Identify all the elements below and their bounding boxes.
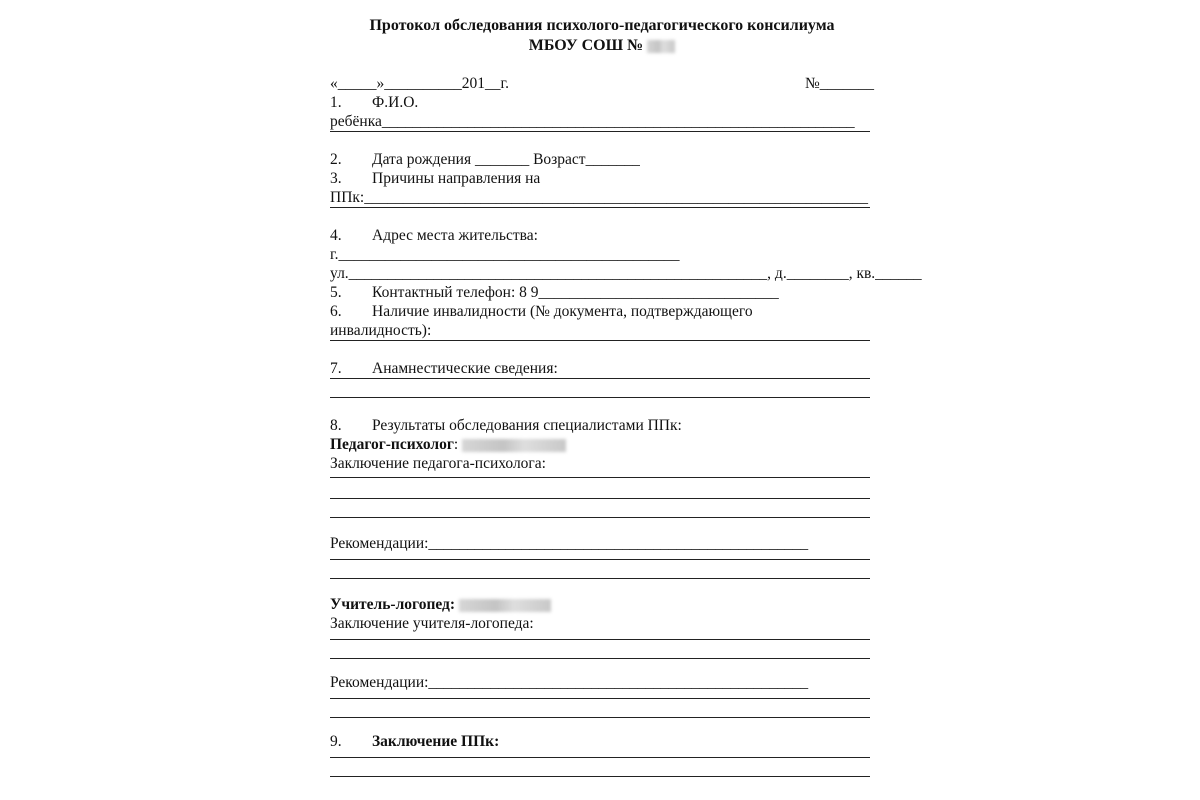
item-7-number: 7.: [330, 360, 342, 377]
item-2: [330, 150, 876, 169]
referral-reasons-field: ППк:_________________________________________________________________: [330, 189, 868, 206]
blank-line: [330, 340, 870, 341]
blank-line: [330, 757, 870, 758]
redacted-speech-therapist-name: [459, 599, 551, 612]
redacted-school-number: [647, 40, 675, 53]
blank-line: [330, 131, 870, 132]
blank-line: [330, 776, 870, 777]
item-3: [330, 169, 876, 188]
form-subtitle: [328, 36, 876, 56]
speech-therapist-label: Учитель-логопед:: [330, 596, 456, 613]
item-7: [330, 359, 876, 378]
protocol-form: [330, 16, 922, 789]
blank-line: [330, 698, 870, 699]
blank-line: [330, 578, 870, 579]
psychologist-label: Педагог-психолог: [330, 436, 454, 453]
blank-line: [330, 658, 870, 659]
item-9: [330, 732, 876, 751]
date-line: [330, 74, 876, 93]
item-4: [330, 226, 876, 245]
redacted-psychologist-name: [462, 439, 566, 452]
form-title: Протокол обследования психолого-педагогического консилиума: [369, 17, 835, 34]
protocol-number-field: №_______: [804, 75, 874, 92]
psychologist-conclusion-label: Заключение педагога-психолога:: [330, 455, 546, 472]
item-9-number: 9.: [330, 733, 342, 750]
item-8-number: 8.: [330, 417, 342, 434]
blank-line: [330, 378, 870, 379]
speech-therapist-line: [330, 595, 876, 614]
psychologist-colon: :: [453, 436, 459, 453]
item-1: [330, 93, 876, 112]
item-3-continuation: [330, 188, 876, 207]
blank-line: [330, 207, 870, 208]
speech-therapist-recommendations-field: Рекомендации:_________________________________________________: [330, 674, 809, 691]
date-field: «_____»__________201__г.: [330, 75, 509, 92]
item-6-number: 6.: [330, 303, 342, 320]
blank-line: [330, 717, 870, 718]
item-6-continuation: инвалидность):: [330, 322, 432, 339]
item-8: [330, 416, 876, 435]
psychologist-line: [330, 435, 876, 454]
item-7-label: Анамнестические сведения:: [372, 360, 558, 377]
blank-line: [330, 397, 870, 398]
item-4-label: Адрес места жительства:: [372, 227, 538, 244]
item-9-label: Заключение ППк:: [372, 733, 500, 750]
item-4-number: 4.: [330, 227, 342, 244]
item-6-label: Наличие инвалидности (№ документа, подтверждающего: [372, 303, 753, 320]
blank-line: [330, 477, 870, 478]
item-1-continuation: [330, 112, 876, 131]
phone-field: Контактный телефон: 8 9_______________________________: [372, 284, 779, 301]
school-label: МБОУ СОШ №: [528, 37, 644, 54]
psychologist-recommendations-field: Рекомендации:_________________________________________________: [330, 535, 809, 552]
blank-line: [330, 559, 870, 560]
blank-line: [330, 517, 870, 518]
item-6: [330, 302, 876, 321]
item-3-number: 3.: [330, 170, 342, 187]
item-2-number: 2.: [330, 151, 342, 168]
item-5-number: 5.: [330, 284, 342, 301]
item-1-label: Ф.И.О.: [372, 94, 419, 111]
birth-date-age-field: Дата рождения _______ Возраст_______: [372, 151, 640, 168]
blank-line: [330, 639, 870, 640]
item-8-label: Результаты обследования специалистами ППк:: [372, 417, 682, 434]
speech-therapist-conclusion-label: Заключение учителя-логопеда:: [330, 615, 534, 632]
item-3-label: Причины направления на: [372, 170, 541, 187]
city-field: г.____________________________________________: [330, 246, 680, 263]
blank-line: [330, 498, 870, 499]
item-5: [330, 283, 876, 302]
street-field: ул.______________________________________________________, д.________, кв.______: [330, 265, 922, 282]
child-name-field: ребёнка_____________________________________________________________: [330, 113, 855, 130]
item-1-number: 1.: [330, 94, 342, 111]
